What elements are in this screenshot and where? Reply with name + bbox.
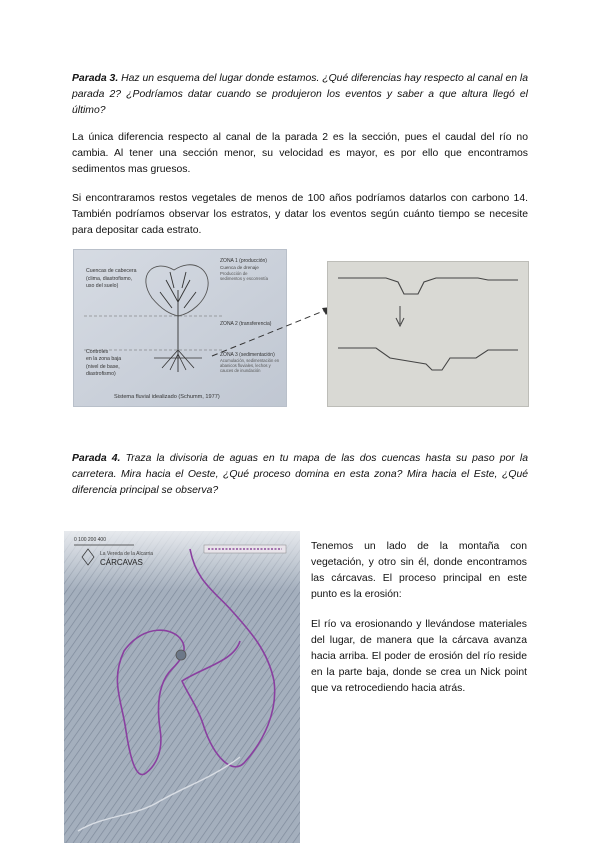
question-text: Traza la divisoria de aguas en tu mapa de las dos cuencas hasta su paso por la carretera. Mira hacia el Oeste, ¿Qué proceso domina en esta zona? Mira hacia el Este, ¿Qué diferencia principal se observa? <box>72 453 528 496</box>
diagram-label: (nivel de base, <box>86 364 120 370</box>
zone-label: ZONA 3 (sedimentación) <box>220 352 275 358</box>
diagram-label: diastrofismo) <box>86 371 116 377</box>
question-text: Haz un esquema del lugar donde estamos. ¿Qué diferencias hay respecto al canal en la parada 2? ¿Podríamos datar cuando se produjeron los eventos y saber a que altura llegó el último? <box>72 73 528 116</box>
zone-label: abanicos fluviales, lechos y <box>220 363 271 368</box>
question-label: Parada 3. <box>72 73 119 84</box>
dashed-arrow <box>210 300 335 360</box>
diagram-label: uso del suelo) <box>86 283 119 289</box>
map-title: CÁRCAVAS <box>100 558 143 567</box>
diagram-label: Controles <box>86 349 109 355</box>
answer-paragraph: El río va erosionando y llevándose materiales del lugar, de manera que la cárcava avanza hacia arriba. El poder de erosión del río reside en la parte baja, donde se crea un Nick point que va retrocediendo hacia atrás. <box>311 619 527 694</box>
answer-paragraph: Tenemos un lado de la montaña con vegetación, y otro sin él, donde encontramos las cárcavas. El proceso principal en este punto es la erosión: <box>311 541 527 600</box>
diagram-label: en la zona baja <box>86 356 122 362</box>
zone-label: Acumulación, sedimentación en <box>220 358 280 363</box>
diagram-caption: Sistema fluvial idealizado (Schumm, 1977) <box>114 394 220 400</box>
zone-label: Producción de <box>220 271 248 276</box>
question-parada-4 <box>72 451 528 499</box>
topographic-map <box>64 531 300 843</box>
zone-label: Cuenca de drenaje <box>220 265 259 270</box>
channel-cross-section-sketch <box>328 262 528 406</box>
question-parada-3 <box>72 71 528 119</box>
zone-label: ZONA 2 (transferencia) <box>220 321 272 327</box>
zone-label: ZONA 1 (producción) <box>220 258 267 264</box>
gully-map-photo <box>64 531 300 843</box>
question-label: Parada 4. <box>72 453 121 464</box>
map-subtitle: La Vereda de la Alcarria <box>100 551 154 557</box>
zone-label: cauces de inundación <box>220 368 261 373</box>
diagram-label: (clima, diastrofismo, <box>86 276 133 282</box>
zone-label: sedimentos y escorrentía <box>220 276 269 281</box>
answer-paragraph: Si encontraramos restos vegetales de menos de 100 años podríamos datarlos con carbono 14. También podríamos observar los estratos, y datar los eventos según cuánto tiempo se necesite para depositar cada estrato. <box>72 193 528 236</box>
channel-sketch-photo <box>327 261 529 407</box>
map-scale: 0 100 200 400 <box>74 537 106 543</box>
answer-paragraph: La única diferencia respecto al canal de la parada 2 es la sección, pues el caudal del río no cambia. Al tener una sección menor, su velocidad es mayor, es por ello que encontramos sedimentos mas gruesos. <box>72 132 528 175</box>
diagram-label: Cuencas de cabecera <box>86 268 137 274</box>
